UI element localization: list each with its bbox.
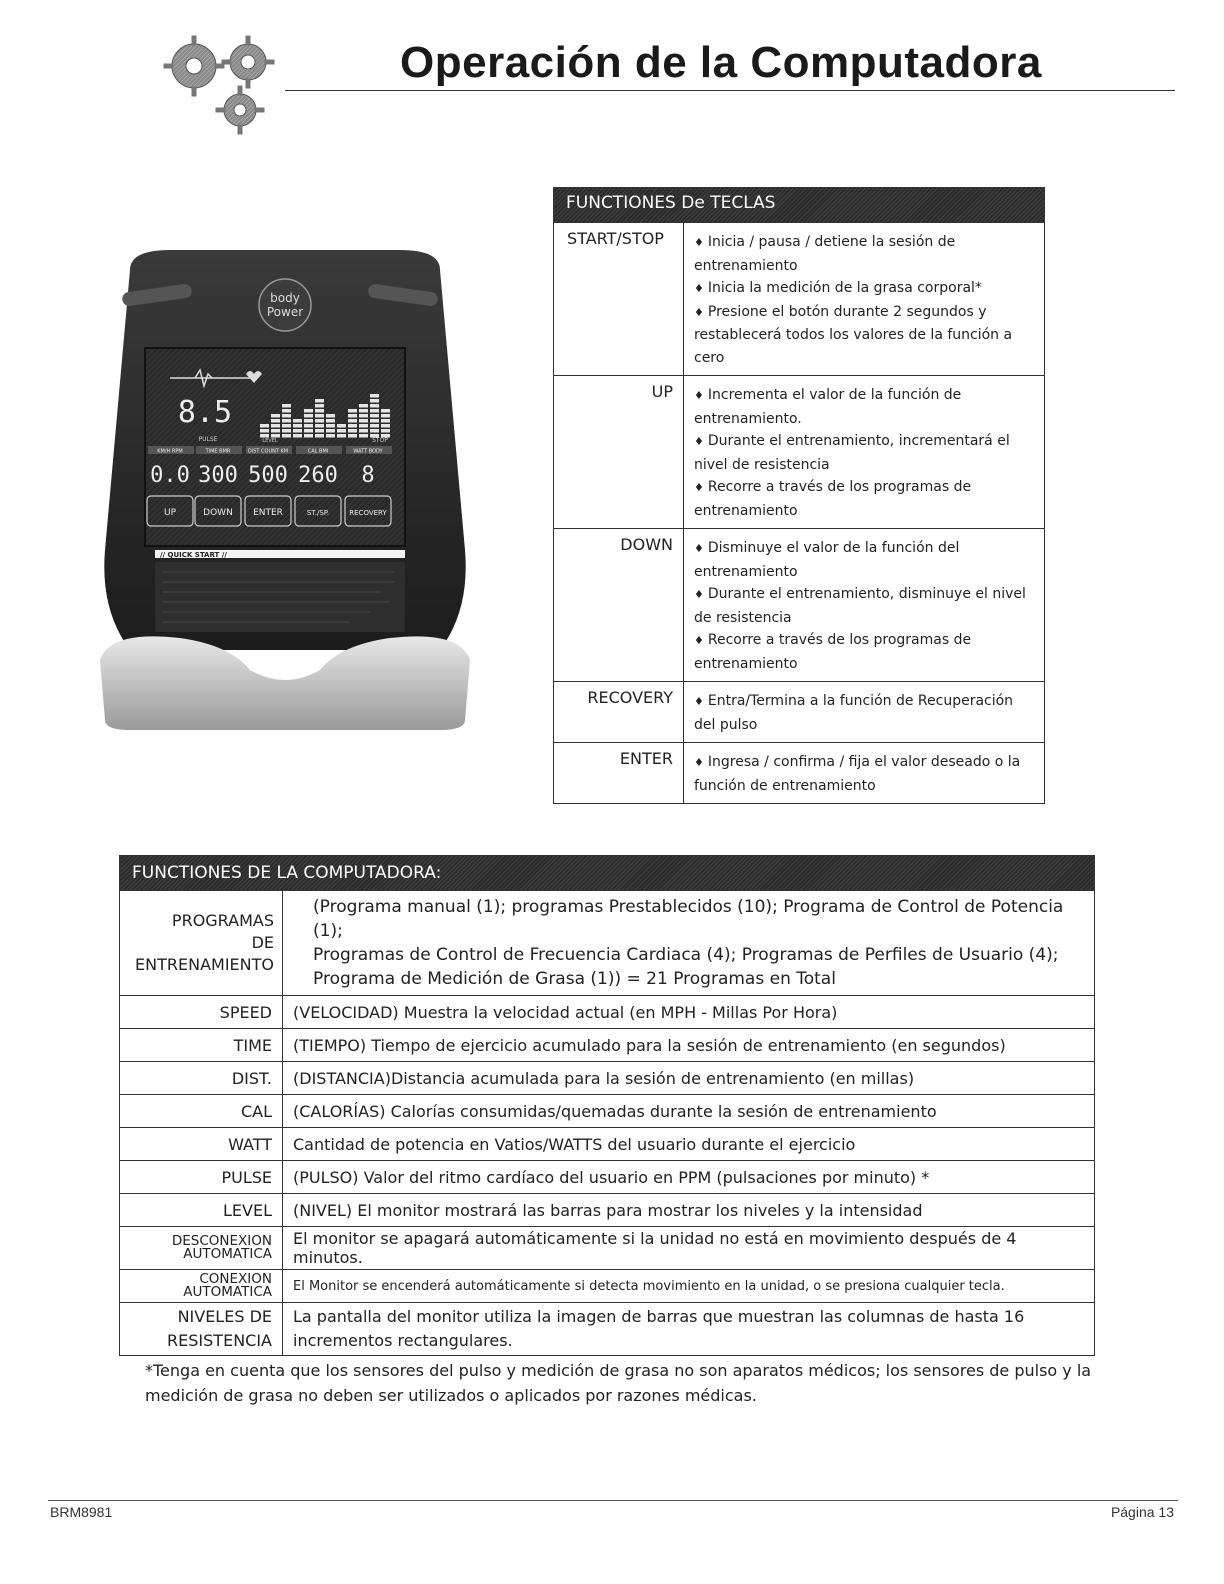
- level-bar-segment: [359, 419, 368, 423]
- level-bar-segment: [271, 424, 280, 428]
- table-row: [554, 376, 1045, 529]
- footer-rule: [48, 1500, 1178, 1501]
- function-name: PULSE: [120, 1161, 283, 1194]
- table-row: [120, 1128, 1095, 1161]
- level-bar-segment: [271, 414, 280, 418]
- level-bar-segment: [293, 434, 302, 438]
- level-bar-segment: [315, 424, 324, 428]
- level-bar-segment: [359, 429, 368, 433]
- key-line: Recorre a través de los programas de entrenamiento: [694, 632, 972, 672]
- table-row: [554, 743, 1045, 804]
- function-description: (NIVEL) El monitor mostrará las barras para mostrar los niveles y la intensidad: [283, 1194, 1095, 1227]
- table-row: [120, 1062, 1095, 1095]
- page-number: Página 13: [1110, 1504, 1174, 1520]
- lcd-digit-value: 500: [248, 463, 288, 488]
- lcd-column-label: CAL BMI: [307, 448, 329, 455]
- function-description: (PULSO) Valor del ritmo cardíaco del usuario en PPM (pulsaciones por minuto) *: [283, 1161, 1095, 1194]
- table-row: [554, 529, 1045, 682]
- level-bar-segment: [370, 424, 379, 428]
- function-description: (TIEMPO) Tiempo de ejercicio acumulado para la sesión de entrenamiento (en segundos): [283, 1029, 1095, 1062]
- level-bar-segment: [315, 434, 324, 438]
- level-bar-segment: [359, 434, 368, 438]
- level-bar-segment: [381, 414, 390, 418]
- level-bar-segment: [293, 424, 302, 428]
- level-bar-segment: [337, 434, 346, 438]
- level-bar-segment: [370, 409, 379, 413]
- level-bar-segment: [359, 404, 368, 408]
- level-bar-segment: [370, 414, 379, 418]
- key-name: UP: [554, 376, 684, 529]
- console-image: [100, 250, 470, 730]
- key-line: Incrementa el valor de la función de entrenamiento.: [694, 387, 962, 427]
- table-row: [554, 682, 1045, 743]
- level-bar-segment: [359, 414, 368, 418]
- computer-functions-table: [119, 855, 1095, 1356]
- level-bar-segment: [282, 429, 291, 433]
- key-functions-header: FUNCTIONES De TECLAS: [554, 188, 1045, 223]
- function-description: La pantalla del monitor utiliza la imagen de barras que muestran las columnas de hasta 16 incrementos rectangulares.: [283, 1303, 1095, 1356]
- level-bar-segment: [359, 409, 368, 413]
- console-pulse-label: PULSE: [198, 436, 218, 443]
- console-quick-start: // QUICK START //: [160, 551, 227, 559]
- level-bar-segment: [326, 424, 335, 428]
- level-bar-segment: [370, 434, 379, 438]
- level-bar-segment: [304, 409, 313, 413]
- computer-functions-header: FUNCTIONES DE LA COMPUTADORA:: [120, 856, 1095, 891]
- level-bar-segment: [315, 414, 324, 418]
- level-bar-segment: [348, 409, 357, 413]
- key-description: ♦ Incrementa el valor de la función de entrenamiento. ♦ Durante el entrenamiento, incrementará el nivel de resistencia ♦ Recorre a través de los programas de entrenamiento: [684, 376, 1045, 529]
- console-level-label: LEVEL: [262, 438, 278, 444]
- level-bar-segment: [315, 409, 324, 413]
- level-bar-segment: [370, 429, 379, 433]
- level-bar-segment: [381, 434, 390, 438]
- level-bar-segment: [381, 409, 390, 413]
- level-bar-segment: [381, 424, 390, 428]
- level-bar-segment: [293, 419, 302, 423]
- level-bar-segment: [282, 409, 291, 413]
- key-description: ♦ Inicia / pausa / detiene la sesión de entrenamiento ♦ Inicia la medición de la grasa corporal* ♦ Presione el botón durante 2 segundos y restablecerá todos los valores de la función a cero: [684, 223, 1045, 376]
- key-name: RECOVERY: [554, 682, 684, 743]
- function-description: (Programa manual (1); programas Prestablecidos (10); Programa de Control de Potencia (1); Programas de Control de Frecuencia Cardiaca (4); Programas de Perfiles de Usuario (4); Programa de Medición de Grasa (1)) = 21 Programas en Total: [283, 891, 1095, 996]
- key-description: ♦ Ingresa / confirma / fija el valor deseado o la función de entrenamiento: [684, 743, 1045, 804]
- key-name: DOWN: [554, 529, 684, 682]
- function-name: TIME: [120, 1029, 283, 1062]
- level-bar-segment: [370, 419, 379, 423]
- level-bar-segment: [260, 424, 269, 428]
- function-name: LEVEL: [120, 1194, 283, 1227]
- level-bar-segment: [326, 414, 335, 418]
- console-button-label: ST./SP.: [306, 509, 330, 517]
- key-line: Entra/Termina a la función de Recuperación del pulso: [694, 693, 1014, 733]
- level-bar-segment: [315, 404, 324, 408]
- key-description: ♦ Disminuye el valor de la función del entrenamiento ♦ Durante el entrenamiento, disminuye el nivel de resistencia ♦ Recorre a través de los programas de entrenamiento: [684, 529, 1045, 682]
- title-rule: [285, 90, 1175, 91]
- level-bar-segment: [271, 429, 280, 433]
- footnote: *Tenga en cuenta que los sensores del pulso y medición de grasa no son aparatos médicos; los sensores de pulso y la medición de grasa no deben ser utilizados o aplicados por razones médicas.: [145, 1361, 1092, 1405]
- table-row: [120, 891, 1095, 996]
- function-description: (CALORÍAS) Calorías consumidas/quemadas durante la sesión de entrenamiento: [283, 1095, 1095, 1128]
- function-name: CONEXION AUTOMATICA: [120, 1270, 283, 1303]
- level-bar-segment: [337, 429, 346, 433]
- level-bar-segment: [260, 434, 269, 438]
- level-bar-segment: [315, 399, 324, 403]
- function-name: PROGRAMAS DE ENTRENAMIENTO: [120, 891, 283, 996]
- function-name: DESCONEXION AUTOMATICA: [120, 1227, 283, 1270]
- function-description: Cantidad de potencia en Vatios/WATTS del usuario durante el ejercicio: [283, 1128, 1095, 1161]
- lcd-column-label: WATT BODY: [353, 448, 383, 455]
- level-bar-segment: [282, 434, 291, 438]
- level-bar-segment: [326, 434, 335, 438]
- function-name: DIST.: [120, 1062, 283, 1095]
- level-bar-segment: [370, 404, 379, 408]
- console-button-label: UP: [163, 508, 177, 518]
- brand-text-power: Power: [266, 305, 304, 319]
- key-line: Disminuye el valor de la función del entrenamiento: [694, 540, 960, 580]
- brand-text-body: body: [270, 291, 300, 305]
- console-button-label: DOWN: [203, 508, 233, 518]
- table-row: [120, 996, 1095, 1029]
- level-bar-segment: [326, 429, 335, 433]
- level-bar-segment: [304, 419, 313, 423]
- table-row: [120, 1095, 1095, 1128]
- level-bar-segment: [304, 434, 313, 438]
- level-bar-segment: [370, 399, 379, 403]
- table-row: [120, 1227, 1095, 1270]
- table-row: [120, 1270, 1095, 1303]
- function-description: (DISTANCIA)Distancia acumulada para la sesión de entrenamiento (en millas): [283, 1062, 1095, 1095]
- table-row: [120, 1303, 1095, 1356]
- key-description: ♦ Entra/Termina a la función de Recuperación del pulso: [684, 682, 1045, 743]
- page-title: Operación de la Computadora: [400, 38, 1042, 87]
- key-functions-table: [553, 187, 1045, 804]
- level-bar-segment: [271, 419, 280, 423]
- level-bar-segment: [304, 424, 313, 428]
- level-bar-segment: [381, 429, 390, 433]
- table-row: [120, 1161, 1095, 1194]
- table-row: [554, 223, 1045, 376]
- level-bar-segment: [381, 419, 390, 423]
- lcd-digit-value: 260: [298, 463, 338, 488]
- level-bar-segment: [282, 404, 291, 408]
- console-main-value: 8.5: [177, 395, 233, 430]
- function-name: NIVELES DE RESISTENCIA: [120, 1303, 283, 1356]
- doc-code: BRM8981: [50, 1504, 113, 1520]
- level-bar-segment: [348, 429, 357, 433]
- key-name: START/STOP: [554, 223, 684, 376]
- key-line: Durante el entrenamiento, disminuye el nivel de resistencia: [694, 586, 1026, 626]
- key-line: Presione el botón durante 2 segundos y restablecerá todos los valores de la función a cero: [694, 303, 1013, 366]
- lcd-digit-value: 8: [361, 463, 375, 488]
- lcd-column-label: KM/H RPM: [157, 448, 183, 455]
- level-bar-segment: [260, 429, 269, 433]
- key-line: Recorre a través de los programas de entrenamiento: [694, 479, 972, 519]
- level-bar-segment: [304, 429, 313, 433]
- level-bar-segment: [348, 419, 357, 423]
- function-name: CAL: [120, 1095, 283, 1128]
- level-bar-segment: [370, 394, 379, 398]
- level-bar-segment: [348, 424, 357, 428]
- key-name: ENTER: [554, 743, 684, 804]
- gears-logo-icon: [160, 18, 280, 148]
- lcd-digit-value: 0.0: [150, 463, 190, 488]
- level-bar-segment: [282, 419, 291, 423]
- level-bar-segment: [282, 424, 291, 428]
- console-stop-label: STOP: [372, 437, 388, 444]
- key-line: Inicia la medición de la grasa corporal*: [707, 280, 982, 296]
- level-bar-segment: [271, 434, 280, 438]
- function-description: El Monitor se encenderá automáticamente si detecta movimiento en la unidad, o se presiona cualquier tecla.: [283, 1270, 1095, 1303]
- level-bar-segment: [304, 414, 313, 418]
- lcd-column-label: TIME BMR: [205, 448, 231, 455]
- lcd-digit-value: 300: [198, 463, 238, 488]
- level-bar-segment: [315, 429, 324, 433]
- table-row: [120, 1029, 1095, 1062]
- function-description: El monitor se apagará automáticamente si la unidad no está en movimiento después de 4 minutos.: [283, 1227, 1095, 1270]
- level-bar-segment: [348, 434, 357, 438]
- level-bar-segment: [348, 414, 357, 418]
- function-name: SPEED: [120, 996, 283, 1029]
- level-bar-segment: [326, 419, 335, 423]
- console-button-label: RECOVERY: [349, 509, 387, 517]
- function-name: WATT: [120, 1128, 283, 1161]
- table-row: [120, 1194, 1095, 1227]
- level-bar-segment: [282, 414, 291, 418]
- lcd-column-label: DIST COUNT KM: [247, 448, 289, 455]
- level-bar-segment: [337, 424, 346, 428]
- key-line: Ingresa / confirma / fija el valor deseado o la función de entrenamiento: [694, 754, 1021, 794]
- key-line: Durante el entrenamiento, incrementará el nivel de resistencia: [694, 433, 1010, 473]
- level-bar-segment: [315, 419, 324, 423]
- console-button-label: ENTER: [253, 508, 283, 518]
- key-line: Inicia / pausa / detiene la sesión de entrenamiento: [694, 234, 956, 274]
- level-bar-segment: [293, 429, 302, 433]
- level-bar-segment: [359, 424, 368, 428]
- function-description: (VELOCIDAD) Muestra la velocidad actual (en MPH - Millas Por Hora): [283, 996, 1095, 1029]
